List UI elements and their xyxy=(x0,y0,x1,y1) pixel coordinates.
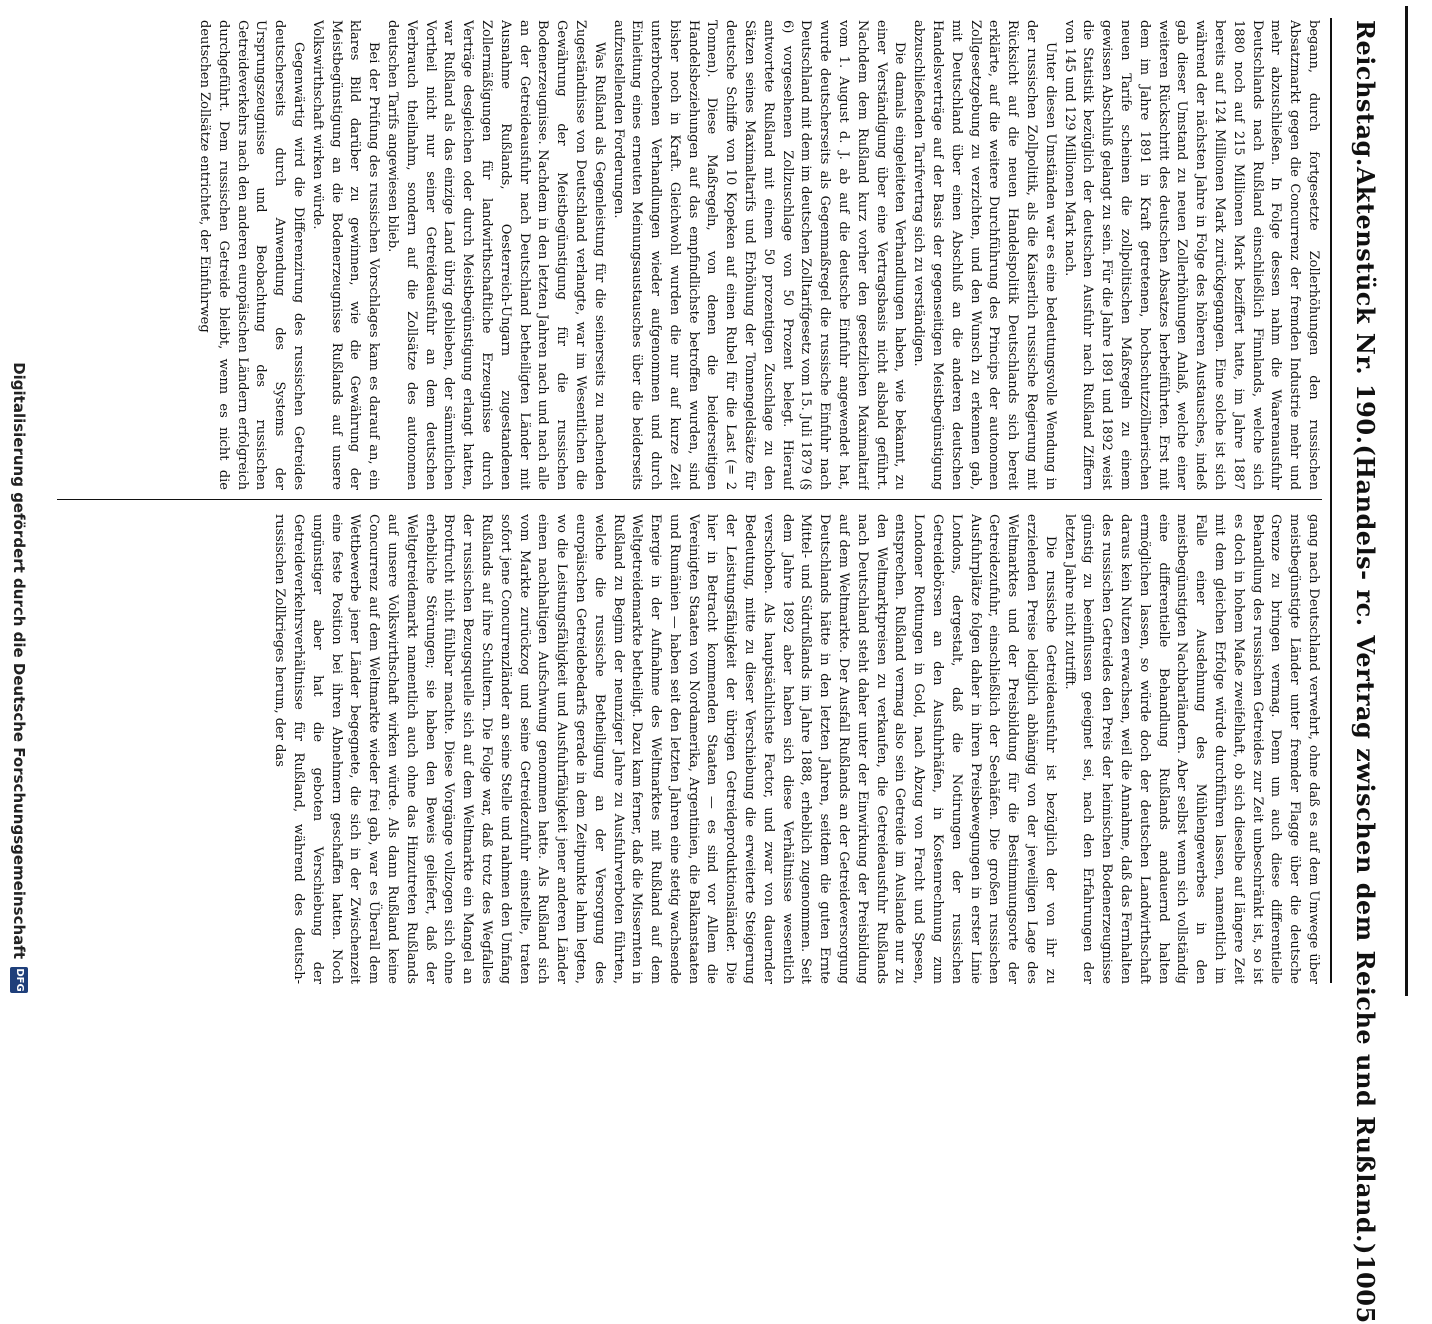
left-column-paragraph: Bei der Prüfung des russischen Vorschlages kam es darauf an, ein klares Bild darüber zu gewinnen, wie die Gewährung der Meistbegünstigung an die Bodenerzeugnisse Rußlands auf unsere Volkswirthschaft wirken würde. xyxy=(309,20,382,490)
digitization-footer xyxy=(6,7,32,993)
page-header xyxy=(1336,20,1380,1324)
right-column-paragraph: gang nach Deutschland verwehrt, ohne daß es auf dem Umwege über meistbegünstigte Länder unter fremder Flagge über die deutsche Grenze zu bringen vermag. Denn um auch diese differentielle Behandlung des russischen Getreides zur Zeit unbeschränkt ist, so ist es doch in hohem Maße zweifelhaft, ob sich dieselbe auf längere Zeit mit dem gleichen Erfolge würde durchführen lassen, namentlich im Falle einer Ausdehnung des Mühlengewerbes in den meistbegünstigten Nachbarländern. Aber selbst wenn sich vollständig eine differentielle Behandlung Rußlands andauernd halten ermöglichen lassen, so würde doch der deutschen Landwirthschaft daraus kein Nutzen erwachsen, weil die Annahme, daß das Fernhalten des russischen Getreides den Preis der heimischen Bodenerzeugnisse günstig zu beeinflussen geeignet sei, nach den Erfahrungen der letzten Jahre nicht zutrifft. xyxy=(1061,514,1321,984)
top-rule xyxy=(1405,6,1408,996)
header-rule xyxy=(1330,18,1332,983)
column-divider xyxy=(57,499,1322,500)
header-document-number: Aktenstück Nr. 190. xyxy=(1351,166,1380,445)
left-column-paragraph: Gegenwärtig wird die Differenzirung des russischen Getreides deutscherseits durch Anwendung des Systems der Ursprungszeugnisse und Beobachtung des russischen Getreideverkehrs nach den anderen europäischen Ländern erfolgreich durchgeführt. Dem russischen Getreide bleibt, wenn es nicht die deutschen Zollsätze entrichtet, der Einfuhrweg xyxy=(196,20,306,490)
right-column xyxy=(60,514,1322,984)
left-column-paragraph: Was Rußland als Gegenleistung für die seinerseits zu machenden Zugeständnisse von Deutschland verlangte, war im Wesentlichen die Gewährung der Meistbegünstigung für die russischen Bodenerzeugnisse. Nachdem in den letzten Jahren nach und nach alle an der Getreideausfuhr nach Deutschland betheiligten Länder mit Ausnahme Rußlands, Oesterreich-Ungarn zugestandenen Zollermäßigungen für landwirthschaftliche Erzeugnisse durch Verträge desgleichen oder durch Meistbegünstigung erlangt hatten, war Rußland als das einzige Land übrig geblieben, der sämmtlichen Vortheil nicht nur seiner Getreideausfuhr an dem deutschen Verbrauch theilnahm, sondern auf die Zollsätze des autonomen deutschen Tarifs angewiesen blieb. xyxy=(384,20,607,490)
dfg-logo: DFG xyxy=(10,967,28,993)
left-column xyxy=(60,20,1322,490)
left-column-paragraph: Die damals eingeleiteten Verhandlungen haben, wie bekannt, zu einer Verständigung über eine Vertragsbasis nicht alsbald geführt. Nachdem dem Rußland kurz vorher den gesetzlichen Maximaltarif vom 1. August d. J. ab auf die deutsche Einfuhr angewendet hat, wurde deutscherseits als Gegenmaßregel die russische Einfuhr nach Deutschland mit dem im deutschen Zolltarifgesetz vom 15. Juli 1879 (§ 6) vorgesehenen Zollzuschlage von 50 Prozent belegt. Hierauf antwortete Rußland mit einem 50 prozentigen Zuschlage zu den Sätzen seines Maximaltarifs und Erhöhung der Tonnengeldsätze für deutsche Schiffe von 10 Kopeken auf einen Rubel für die Last (= 2 Tonnen). Diese Maßregeln, von denen die beiderseitigen Handelsbeziehungen auf das empfindlichste betroffen wurden, sind bisher noch in Kraft. Gleichwohl wurden die nur auf kurze Zeit unterbrochenen Verhandlungen wieder aufgenommen und durch Einleitung eines erneuten Meinungsaustausches über die beiderseits aufzustellenden Forderungen. xyxy=(610,20,908,490)
header-left: Reichstag. xyxy=(1351,20,1380,167)
left-column-paragraph: begann, durch fortgesetzte Zollerhöhungen den russischen Absatzmarkt gegen die Concurrenz der fremden Industrie mehr und mehr abzuschließen. In Folge dessen nahm die Waarenausfuhr Deutschlands nach Rußland einschließlich Finnlands, welche sich 1880 noch auf 215 Millionen Mark beziffert hatte, im Jahre 1887 bereits auf 124 Millionen Mark zurückgegangen. Eine solche ist sich während der nächsten Jahre in Folge des höheren Austausches, indeß gab dieser Umstand zu neuen Zollerhöhungen Anlaß, welche einer weiteren Rückschritt des deutschen Absatzes herbeiführten. Erst mit dem im Jahre 1891 in Kraft getretenen, hochschutzzöllnerischen neuen Tarife scheinen die zollpolitischen Maßregeln zu einem gewissen Abschluß gelangt zu sein. Für die Jahre 1891 und 1892 weist die Statistik bezüglich der deutschen Ausfuhr nach Rußland Ziffern von 145 und 129 Millionen Mark nach. xyxy=(1061,20,1321,490)
page-number: 1005 xyxy=(1351,1254,1380,1324)
header-right: (Handels- rc. Vertrag zwischen dem Reiche und Rußland.) xyxy=(1351,444,1380,1255)
left-column-paragraph: Unter diesen Umständen war es eine bedeutungsvolle Wendung in der russischen Zollpolitik, als die Kaiserlich russische Regierung mit Rücksicht auf die neuen Handelspolitik Deutschlands sich bereit erklärte, auf die weitere Durchführung des Princips der autonomen Zollgesetzgebung zu verzichten, und den Wunsch zu erkennen gab, mit Deutschland über einen Abschluß an die anderen deutschen Handelsverträge auf der Basis der gegenseitigen Meistbegünstigung abzuschließenden Tarifvertrag sich zu verständigen. xyxy=(911,20,1058,490)
digitization-note: Digitalisierung gefördert durch die Deutsche Forschungsgemeinschaft xyxy=(10,362,28,959)
right-column-paragraph: Die russische Getreideausfuhr ist bezüglich der von ihr zu erzielenden Preise lediglich abhängig von der jeweiligen Lage des Weltmarktes und der Preisbildung für die Bestimmungsorte der Getreidezufuhr, einschließlich der Seehäfen. Die großen russischen Ausfuhrplätze folgen daher in ihren Preisbewegungen in erster Linie Londons, dergestalt, daß die Notirungen der russischen Getreidebörsen an den Ausfuhrhäfen, in Kostenrechnung zum Londoner Rottungen in Gold, nach Abzug von Fracht und Spesen, entsprechen. Rußland vermag also sein Getreide im Auslande nur zu den Weltmarktpreisen zu verkaufen, die Getreideausfuhr Rußlands nach Deutschland steht daher unter der Einwirkung der Preisbildung auf dem Weltmarkte. Der Ausfall Rußlands an der Getreideversorgung Deutschlands hätte in den letzten Jahren, seitdem die guten Ernte Mittel- und Südrußlands im Jahre 1888, erheblich zugenommen. Seit dem Jahre 1892 aber haben sich diese Verhältnisse wesentlich verschoben. Als hauptsächlichste Factor, und zwar von dauernder Bedeutung, mitte zu dieser Verschiebung die erweiterte Steigerung der Leistungsfähigkeit der übrigen Getreideproduktionsländer. Die hier in Betracht kommenden Staaten — es sind vor Allem die Vereinigten Staaten von Nordamerika, Argentinien, die Balkanstaaten und Rumänien — haben seit den letzten Jahren eine stetig wachsende Energie in der Aufnahme des Weltmarktes mit Rußland auf dem Weltgetreidemarkte betheiligt. Dazu kam ferner, daß die Missernten in Rußland zu Beginn der neunziger Jahre zu Ausfuhrverboten führten, welche die russische Betheiligung an der Versorgung des europäischen Getreidebedarfs gerade in dem Zeitpunkte lahm legten, wo die Leistungsfähigkeit und Ausfuhrfähigkeit jener anderen Länder einen nachhaltigen Aufschwung genommen hatte. Als Rußland sich vom Markte zurückzog und seine Getreidezufuhr einstellte, traten sofort jene Concurrenzländer an seine Stelle und nahmen den Umfang Rußlands auf ihre Schultern. Die Folge war, daß trotz des Wegfalles der russischen Bezugsquelle sich auf dem Weltmarkte ein Mangel an Brotfrucht nicht fühlbar machte. Diese Vorgänge vollzogen sich ohne erhebliche Störungen; sie haben den Beweis geliefert, daß der Weltgetreidemarkt namentlich auch ohne das Hinzutreten Rußlands auf unsere Volkswirthschaft wirken würde. Als dann Rußland keine Concurrenz auf dem Weltmarkte wieder frei gab, war es Überall dem Wettbewerbe jener Länder begegnete, die sich in der Zwischenzeit eine feste Position bei ihren Abnehmern geschaffen hatten. Noch ungünstiger aber hat die geboten Verschiebung der Getreideverkehrsverhältnisse für Rußland, während des deutsch-russischen Zollkrieges herum, der das xyxy=(272,514,1058,984)
